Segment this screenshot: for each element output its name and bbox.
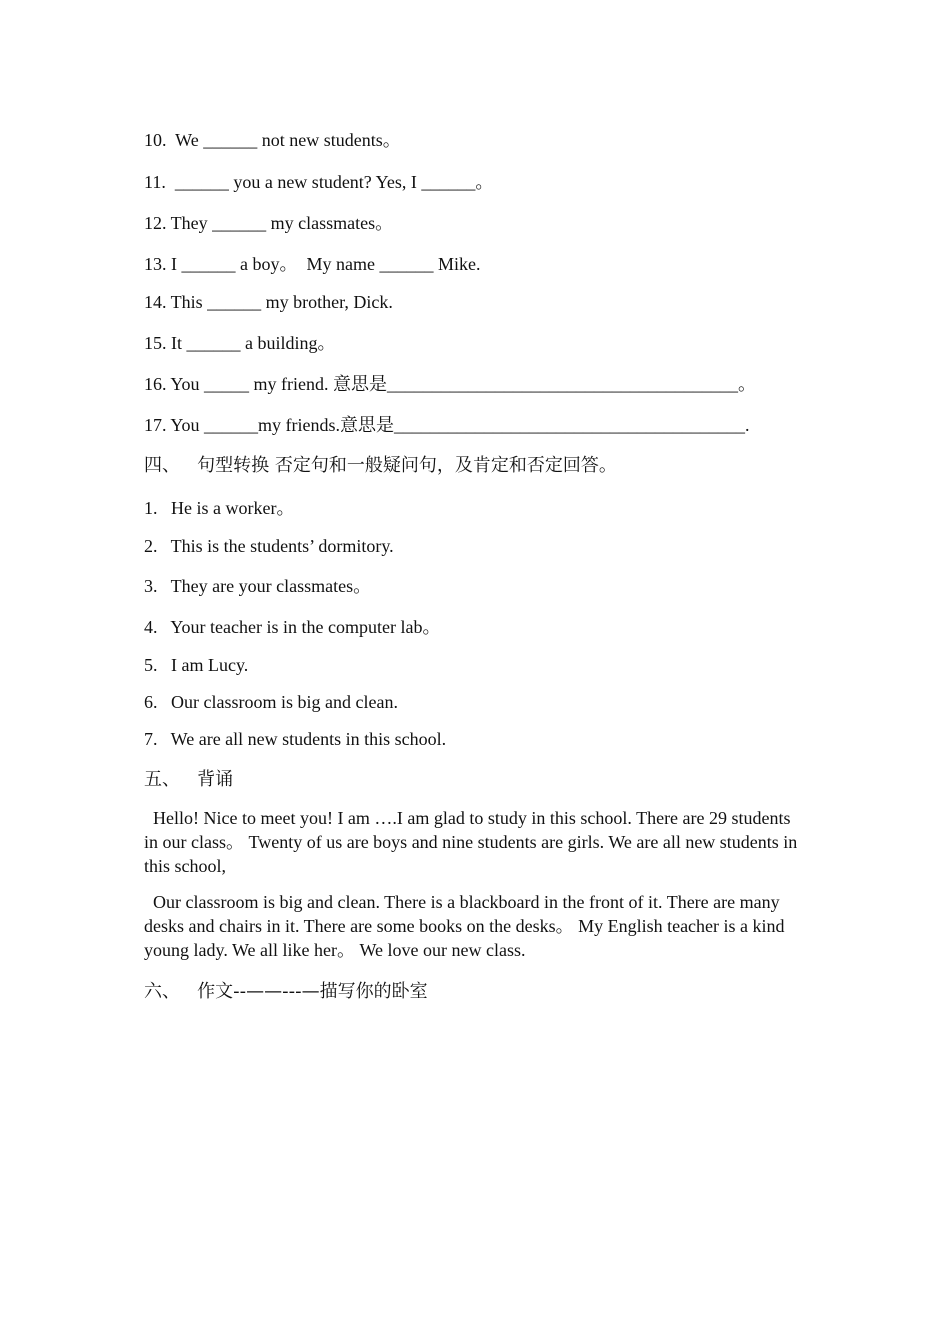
section-4-item-1: 1. He is a worker。 [144, 498, 295, 518]
section-4-heading: 四、 句型转换 否定句和一般疑问句，及肯定和否定回答。 [144, 455, 617, 476]
section-4-item-3: 3. They are your classmates。 [144, 576, 372, 596]
section-4-item-6: 6. Our classroom is big and clean. [144, 692, 398, 712]
section-4-item-2: 2. This is the students’ dormitory. [144, 536, 394, 556]
exercise-item-13: 13. I ______ a boy。 My name ______ Mike. [144, 254, 481, 274]
exercise-item-12: 12. They ______ my classmates。 [144, 213, 394, 233]
recitation-paragraph-2: Our classroom is big and clean. There is a blackboard in the front of it. There are many desks and chairs in it. There are some books on the desks。 My English teacher is a kind young lady. We all like her。 We love our new class. [144, 892, 790, 960]
section-4-item-5: 5. I am Lucy. [144, 655, 249, 675]
exercise-item-15: 15. It ______ a building。 [144, 333, 336, 353]
exercise-item-17: 17. You ______my friends.意思是_______________________________________. [144, 415, 750, 435]
section-4-item-7: 7. We are all new students in this school. [144, 729, 447, 749]
section-6-heading: 六、 作文--——---—描写你的卧室 [144, 981, 428, 1002]
section-4-item-4: 4. Your teacher is in the computer lab。 [144, 617, 441, 637]
exercise-item-14: 14. This ______ my brother, Dick. [144, 292, 393, 312]
exercise-item-11: 11. ______ you a new student? Yes, I ______。 [144, 172, 494, 192]
exercise-item-10: 10. We ______ not new students。 [144, 130, 401, 150]
section-5-heading: 五、 背诵 [144, 769, 234, 790]
exercise-item-16: 16. You _____ my friend. 意思是_______________________________________。 [144, 374, 757, 394]
recitation-paragraph-1: Hello! Nice to meet you! I am ….I am glad to study in this school. There are 29 students in our class。 Twenty of us are boys and nine students are girls. We are all new students in this school, [144, 808, 802, 876]
